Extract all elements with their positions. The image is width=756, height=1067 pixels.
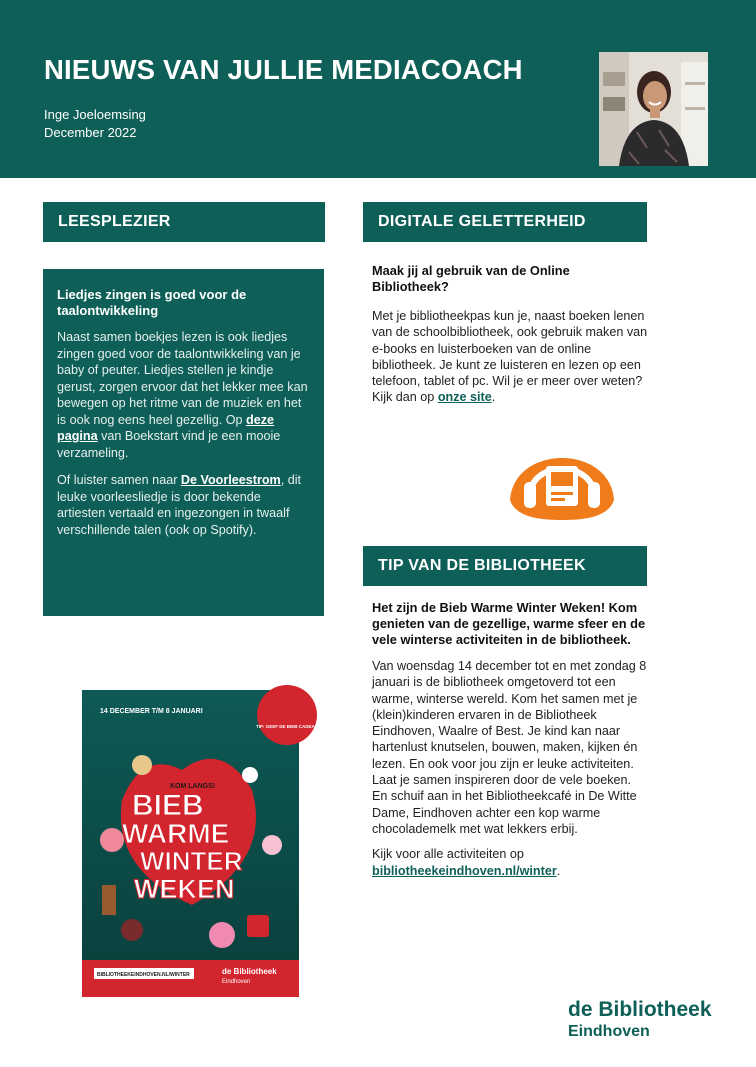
leesplezier-box xyxy=(43,269,324,616)
poster-dates: 14 DECEMBER T/M 8 JANUARI xyxy=(100,708,203,715)
poster-line1: BIEB xyxy=(132,789,204,822)
tip-body: Van woensdag 14 december tot en met zondag 8 januari is de bibliotheek omgetoverd tot een warme, winterse wereld. Kom het samen met je (klein)kinderen ervaren in de Bibliotheek Eindhoven, Waalre of Best. Je kind kan naar hartenlust knutselen, bouwen, maken, kijken én lezen. En ook voor jou zijn er leuke activiteiten. Laat je samen inspireren door de vele boeken. En schuif aan in het Bibliotheekcafé in De Witte Dame, Eindhoven achter een kop warme chocolademelk met wat lekkers erbij. xyxy=(372,659,647,836)
audiobook-headphones-icon xyxy=(508,430,616,520)
paragraph-text: Naast samen boekjes lezen is ook liedjes zingen goed voor de taalontwikkeling van je baby of peuter. Liedjes stellen je kindje gerust, zorgen ervoor dat het lekker mee kan bewegen op het ritme van de muziek en het is ook nog eens heel gezellig. Op xyxy=(57,330,308,427)
poster-brand-2: Eindhoven xyxy=(222,979,251,985)
logo-line-2: Eindhoven xyxy=(568,1023,650,1040)
poster-brand-1: de Bibliotheek xyxy=(222,967,277,976)
issue-date: December 2022 xyxy=(44,125,137,140)
leesplezier-paragraph-2 xyxy=(57,472,310,538)
winter-link[interactable]: bibliotheekeindhoven.nl/winter xyxy=(372,863,557,878)
bibliotheek-logo xyxy=(568,998,712,1041)
paragraph-text: Of luister samen naar xyxy=(57,473,181,487)
winter-poster xyxy=(82,690,320,997)
paragraph-text: Met je bibliotheekpas kun je, naast boeken lenen van de schoolbibliotheek, ook gebruik maken van e-books en luisterboeken van de online bibliotheek. Je kunt ze luisteren en lezen op een telefoon, tablet of pc. Wil je er meer over weten? Kijk dan op xyxy=(372,309,648,405)
digitale-section xyxy=(372,263,648,406)
deze-pagina-link[interactable]: deze pagina xyxy=(57,412,275,443)
leesplezier-box-title: Liedjes zingen is goed voor de taalontwikkeling xyxy=(57,287,247,318)
poster-badge: TIP: GEEF DE BIEB CADEAU! xyxy=(256,724,320,729)
poster-kom-langs: KOM LANGS! xyxy=(170,783,216,790)
paragraph-text: van Boekstart vind je een mooie verzameling. xyxy=(57,429,281,460)
tip-cta xyxy=(372,846,648,879)
leesplezier-paragraph-1 xyxy=(57,329,310,461)
tip-section xyxy=(372,600,648,879)
poster-url: BIBLIOTHEEKEINDHOVEN.NL/WINTER xyxy=(97,972,190,978)
voorleestrom-link[interactable]: De Voorleestrom xyxy=(180,473,281,487)
digitale-geletterheid-heading: DIGITALE GELETTERHEID xyxy=(363,202,647,242)
poster-line2: WARME xyxy=(122,818,230,849)
poster-line3: WINTER xyxy=(140,846,243,876)
paragraph-text: Kijk voor alle activiteiten op xyxy=(372,847,524,862)
page-title: NIEUWS VAN JULLIE MEDIACOACH xyxy=(44,54,523,85)
paragraph-text: , dit leuke voorleesliedje is door bekende artiesten vertaald en ingezongen in twaalf verschillende talen (ook op Spotify). xyxy=(57,473,302,537)
header-banner xyxy=(0,0,756,178)
logo-line-1: de Bibliotheek xyxy=(568,998,712,1021)
author-photo xyxy=(599,52,708,166)
onze-site-link[interactable]: onze site xyxy=(437,390,492,405)
leesplezier-heading: LEESPLEZIER xyxy=(43,202,325,242)
poster-line4: WEKEN xyxy=(134,874,235,904)
tip-intro: Het zijn de Bieb Warme Winter Weken! Kom genieten van de gezellige, warme sfeer en de vele winterse activiteiten in de bibliotheek. xyxy=(372,600,646,647)
digitale-question: Maak jij al gebruik van de Online Bibliotheek? xyxy=(372,263,570,294)
paragraph-text: . xyxy=(556,863,561,878)
digitale-paragraph xyxy=(372,308,648,406)
paragraph-text: . xyxy=(491,390,496,405)
author-name: Inge Joeloemsing xyxy=(44,107,146,122)
tip-heading: TIP VAN DE BIBLIOTHEEK xyxy=(363,546,647,586)
